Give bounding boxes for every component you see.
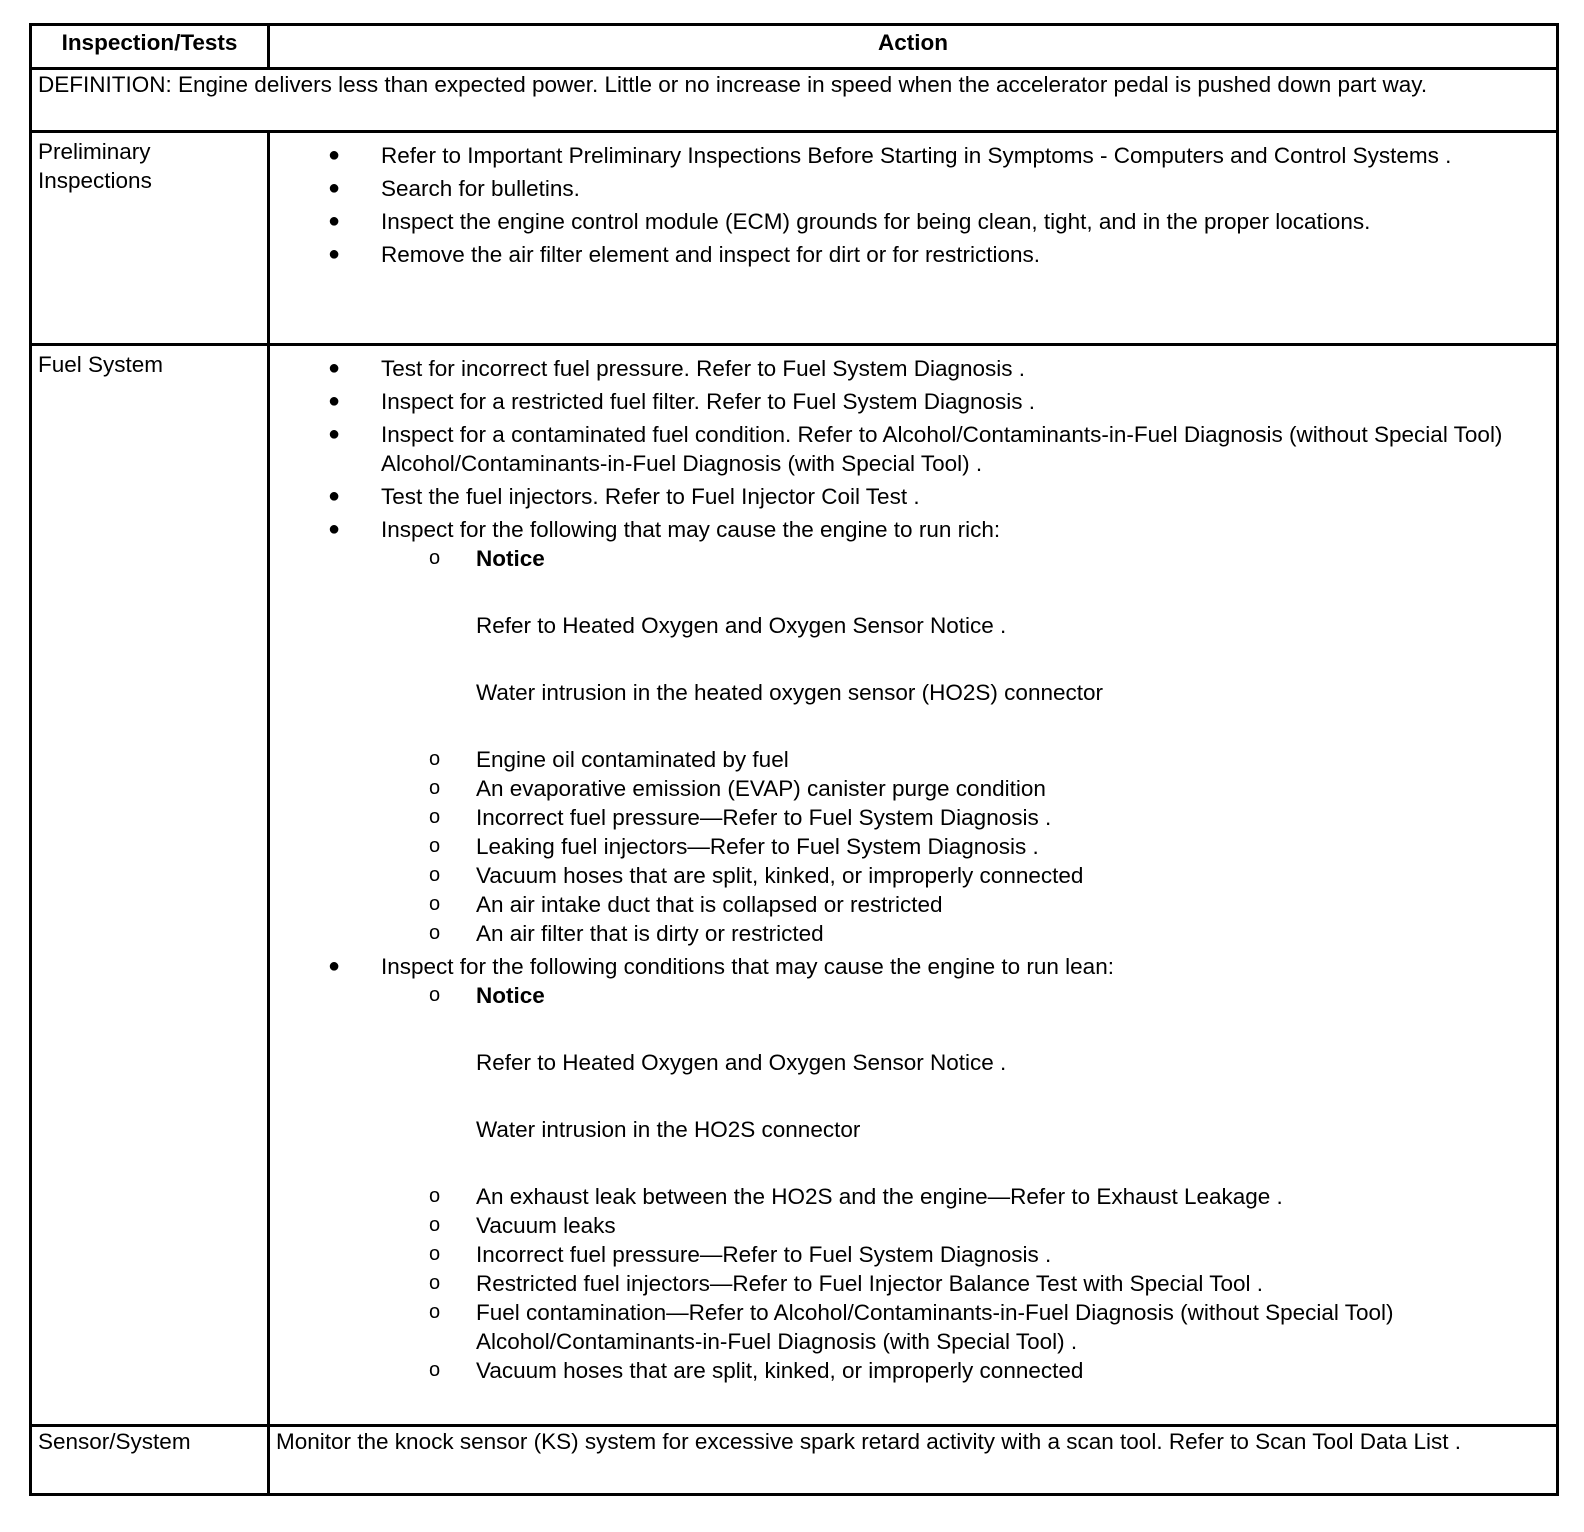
sublist-item: o An exhaust leak between the HO2S and the engine—Refer to Exhaust Leakage . (429, 1184, 1283, 1209)
list-item: ● Test for incorrect fuel pressure. Refer to Fuel System Diagnosis . (328, 356, 1025, 381)
sublist-item: o Incorrect fuel pressure—Refer to Fuel System Diagnosis . (429, 1242, 1052, 1267)
sensor-system-row (31, 1426, 1558, 1495)
circle-bullet-icon: o (429, 984, 441, 1006)
notice-detail: Water intrusion in the HO2S connector (476, 1117, 861, 1142)
bullet-icon: ● (328, 955, 341, 977)
notice-title: Notice (476, 983, 545, 1008)
header-inspection-tests: Inspection/Tests (31, 25, 269, 69)
circle-bullet-icon: o (429, 1214, 441, 1236)
notice-item (373, 981, 1550, 1144)
sublist-item: o Restricted fuel injectors—Refer to Fuel Injector Balance Test with Special Tool . (429, 1271, 1264, 1296)
definition-row (31, 69, 1558, 132)
circle-bullet-icon: o (429, 893, 441, 915)
circle-bullet-icon: o (429, 1301, 441, 1323)
circle-bullet-icon: o (429, 1359, 441, 1381)
bullet-icon: ● (328, 210, 341, 232)
sensor-system-action: Monitor the knock sensor (KS) system for excessive spark retard activity with a scan tool. Refer to Scan Tool Data List . (269, 1426, 1558, 1495)
circle-bullet-icon: o (429, 748, 441, 770)
notice-reference: Refer to Heated Oxygen and Oxygen Sensor Notice . (476, 1050, 1007, 1075)
sublist-item: o Incorrect fuel pressure—Refer to Fuel System Diagnosis . (429, 805, 1052, 830)
list-item: ● Inspect for a contaminated fuel condition. Refer to Alcohol/Contaminants-in-Fuel Diagnosis (without Special Tool) Alcohol/Contaminants-in-Fuel Diagnosis (with Special Tool) . (328, 422, 1503, 476)
circle-bullet-icon: o (429, 1243, 441, 1265)
bullet-icon: ● (328, 243, 341, 265)
sublist-item: o Fuel contamination—Refer to Alcohol/Contaminants-in-Fuel Diagnosis (without Special Tool) Alcohol/Contaminants-in-Fuel Diagnosis (with Special Tool) . (429, 1300, 1394, 1354)
list-item-rich: ● Inspect for the following that may cause the engine to run rich: o Notice Refer to Heated Oxygen and Oxygen Sensor Notice . Water intrusion in the heated oxygen sensor (HO2S) connector o Engine oil contaminated by fuel o An evaporative emission (EVAP) canister purge condition o Incorrect fuel pressure—Refer to Fuel System Diagnosis . o Leaking fuel injectors—Refer to Fuel System Diagnosis . o Vacuum hoses that are split, kinked, or improperly connected o An air intake duct that is collapsed or restricted o An air filter that is dirty or restricted (276, 515, 1550, 948)
fuel-system-actions (269, 345, 1558, 1426)
fuel-system-label: Fuel System (31, 345, 269, 1426)
list-item: ● Inspect the engine control module (ECM) grounds for being clean, tight, and in the proper locations. (328, 209, 1371, 234)
bullet-icon: ● (328, 518, 341, 540)
list-item: ● Test the fuel injectors. Refer to Fuel Injector Coil Test . (328, 484, 920, 509)
bullet-icon: ● (328, 390, 341, 412)
circle-bullet-icon: o (429, 1185, 441, 1207)
preliminary-actions (269, 132, 1558, 345)
sublist-item: o Vacuum hoses that are split, kinked, or improperly connected (429, 1358, 1084, 1383)
sublist-item: o An air filter that is dirty or restricted (429, 921, 824, 946)
bullet-icon: ● (328, 423, 341, 445)
list-item-lean: ● Inspect for the following conditions that may cause the engine to run lean: o Notice Refer to Heated Oxygen and Oxygen Sensor Notice . Water intrusion in the HO2S connector o An exhaust leak between the HO2S and the engine—Refer to Exhaust Leakage . o Vacuum leaks o Incorrect fuel pressure—Refer to Fuel System Diagnosis . o Restricted fuel injectors—Refer to Fuel Injector Balance Test with Special Tool . o Fuel contamination—Refer to Alcohol/Contaminants-in-Fuel Diagnosis (without Special Tool) Alcohol/Contaminants-in-Fuel Diagnosis (with Special Tool) . o Vacuum hoses that are split, kinked, or improperly connected (276, 952, 1550, 1385)
bullet-icon: ● (328, 485, 341, 507)
sensor-system-label: Sensor/System (31, 1426, 269, 1495)
list-item: ● Refer to Important Preliminary Inspections Before Starting in Symptoms - Computers and Control Systems . (328, 143, 1452, 168)
notice-reference: Refer to Heated Oxygen and Oxygen Sensor Notice . (476, 613, 1007, 638)
fuel-system-row (31, 345, 1558, 1426)
circle-bullet-icon: o (429, 806, 441, 828)
circle-bullet-icon: o (429, 777, 441, 799)
sublist-item: o An evaporative emission (EVAP) canister purge condition (429, 776, 1046, 801)
circle-bullet-icon: o (429, 547, 441, 569)
header-row (31, 25, 1558, 69)
circle-bullet-icon: o (429, 835, 441, 857)
notice-detail: Water intrusion in the heated oxygen sensor (HO2S) connector (476, 680, 1103, 705)
rich-sublist (377, 544, 1550, 948)
sublist-item: o Vacuum leaks (429, 1213, 616, 1238)
lean-sublist (377, 981, 1550, 1385)
bullet-icon: ● (328, 357, 341, 379)
definition-text: DEFINITION: Engine delivers less than expected power. Little or no increase in speed when the accelerator pedal is pushed down part way. (31, 69, 1558, 132)
bullet-icon: ● (328, 144, 341, 166)
preliminary-row (31, 132, 1558, 345)
list-item: ● Remove the air filter element and inspect for dirt or for restrictions. (328, 242, 1041, 267)
bullet-icon: ● (328, 177, 341, 199)
list-item: ● Inspect for a restricted fuel filter. Refer to Fuel System Diagnosis . (328, 389, 1036, 414)
header-action: Action (269, 25, 1558, 69)
sublist-item: o An air intake duct that is collapsed or restricted (429, 892, 943, 917)
preliminary-list (276, 141, 1550, 269)
circle-bullet-icon: o (429, 1272, 441, 1294)
circle-bullet-icon: o (429, 864, 441, 886)
sublist-item: o Engine oil contaminated by fuel (429, 747, 789, 772)
list-item: ● Search for bulletins. (328, 176, 580, 201)
fuel-list (276, 354, 1550, 1385)
notice-item (373, 544, 1550, 707)
diagnostic-table (29, 23, 1559, 1496)
sublist-item: o Leaking fuel injectors—Refer to Fuel System Diagnosis . (429, 834, 1039, 859)
sublist-item: o Vacuum hoses that are split, kinked, or improperly connected (429, 863, 1084, 888)
preliminary-label: Preliminary Inspections (31, 132, 269, 345)
notice-title: Notice (476, 546, 545, 571)
circle-bullet-icon: o (429, 922, 441, 944)
